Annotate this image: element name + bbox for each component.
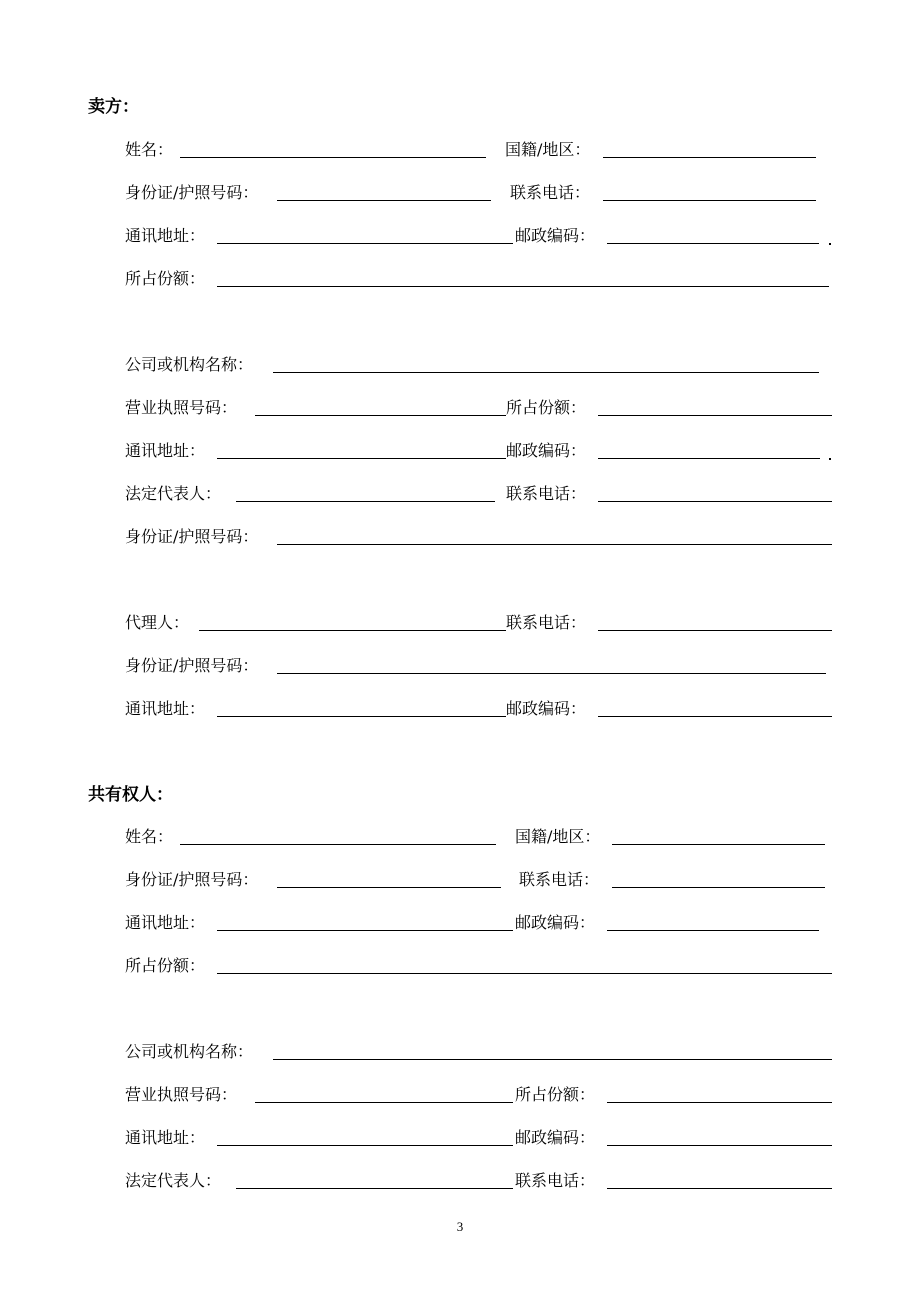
co-owner-share-label: 所占份额：: [125, 956, 206, 975]
co-owner-company-postcode-label: 邮政编码：: [515, 1128, 596, 1147]
co-owner-legal-rep-label: 法定代表人：: [125, 1171, 222, 1190]
co-owner-license-field[interactable]: [255, 1102, 513, 1103]
co-owner-heading: 共有权人：: [88, 785, 173, 805]
co-owner-id-field[interactable]: [277, 887, 501, 888]
seller-company-id-field[interactable]: [277, 544, 832, 545]
seller-company-phone-label: 联系电话：: [506, 484, 587, 503]
seller-company-id-label: 身份证/护照号码：: [125, 527, 259, 546]
co-owner-company-share-label: 所占份额：: [515, 1085, 596, 1104]
seller-address-label: 通讯地址：: [125, 226, 206, 245]
seller-agent-id-label: 身份证/护照号码：: [125, 656, 259, 675]
seller-share-field[interactable]: [217, 286, 829, 287]
co-owner-license-label: 营业执照号码：: [125, 1085, 238, 1104]
seller-legal-rep-field[interactable]: [236, 501, 495, 502]
seller-heading: 卖方：: [88, 97, 139, 117]
seller-company-postcode-field[interactable]: [598, 458, 820, 459]
co-owner-address-label: 通讯地址：: [125, 913, 206, 932]
co-owner-postcode-field[interactable]: [607, 930, 819, 931]
seller-id-field[interactable]: [277, 200, 491, 201]
seller-postcode-label: 邮政编码：: [515, 226, 596, 245]
co-owner-address-field[interactable]: [217, 930, 513, 931]
co-owner-company-phone-label: 联系电话：: [515, 1171, 596, 1190]
co-owner-name-field[interactable]: [180, 844, 496, 845]
co-owner-org-name-label: 公司或机构名称：: [125, 1042, 254, 1061]
seller-org-name-label: 公司或机构名称：: [125, 355, 254, 374]
seller-agent-label: 代理人：: [125, 613, 190, 632]
seller-phone-field[interactable]: [603, 200, 816, 201]
co-owner-company-share-field[interactable]: [607, 1102, 832, 1103]
stray-mark: [829, 243, 831, 245]
co-owner-nationality-label: 国籍/地区：: [515, 827, 601, 846]
co-owner-company-postcode-field[interactable]: [607, 1145, 832, 1146]
seller-license-field[interactable]: [255, 415, 506, 416]
seller-agent-phone-field[interactable]: [598, 630, 832, 631]
seller-name-label: 姓名：: [125, 140, 174, 159]
seller-postcode-field[interactable]: [607, 243, 819, 244]
seller-agent-address-field[interactable]: [217, 716, 506, 717]
seller-company-share-label: 所占份额：: [506, 398, 587, 417]
co-owner-company-address-field[interactable]: [217, 1145, 513, 1146]
seller-company-phone-field[interactable]: [598, 501, 832, 502]
co-owner-name-label: 姓名：: [125, 827, 174, 846]
seller-id-label: 身份证/护照号码：: [125, 183, 259, 202]
co-owner-company-phone-field[interactable]: [607, 1188, 832, 1189]
co-owner-postcode-label: 邮政编码：: [515, 913, 596, 932]
seller-agent-id-field[interactable]: [277, 673, 826, 674]
seller-company-address-label: 通讯地址：: [125, 441, 206, 460]
co-owner-phone-field[interactable]: [612, 887, 825, 888]
co-owner-share-field[interactable]: [217, 973, 832, 974]
seller-name-field[interactable]: [180, 157, 486, 158]
co-owner-id-label: 身份证/护照号码：: [125, 870, 259, 889]
seller-org-name-field[interactable]: [273, 372, 819, 373]
seller-agent-postcode-label: 邮政编码：: [506, 699, 587, 718]
seller-agent-phone-label: 联系电话：: [506, 613, 587, 632]
seller-legal-rep-label: 法定代表人：: [125, 484, 222, 503]
seller-phone-label: 联系电话：: [510, 183, 591, 202]
co-owner-legal-rep-field[interactable]: [236, 1188, 513, 1189]
co-owner-company-address-label: 通讯地址：: [125, 1128, 206, 1147]
seller-address-field[interactable]: [217, 243, 513, 244]
stray-mark: [829, 458, 831, 460]
seller-company-share-field[interactable]: [598, 415, 832, 416]
seller-company-address-field[interactable]: [217, 458, 506, 459]
seller-agent-field[interactable]: [199, 630, 506, 631]
co-owner-nationality-field[interactable]: [612, 844, 825, 845]
page-number: 3: [456, 1219, 464, 1234]
seller-agent-address-label: 通讯地址：: [125, 699, 206, 718]
seller-company-postcode-label: 邮政编码：: [506, 441, 587, 460]
seller-nationality-label: 国籍/地区：: [505, 140, 591, 159]
seller-share-label: 所占份额：: [125, 269, 206, 288]
co-owner-org-name-field[interactable]: [273, 1059, 832, 1060]
seller-license-label: 营业执照号码：: [125, 398, 238, 417]
co-owner-phone-label: 联系电话：: [519, 870, 600, 889]
seller-nationality-field[interactable]: [603, 157, 816, 158]
seller-agent-postcode-field[interactable]: [598, 716, 832, 717]
